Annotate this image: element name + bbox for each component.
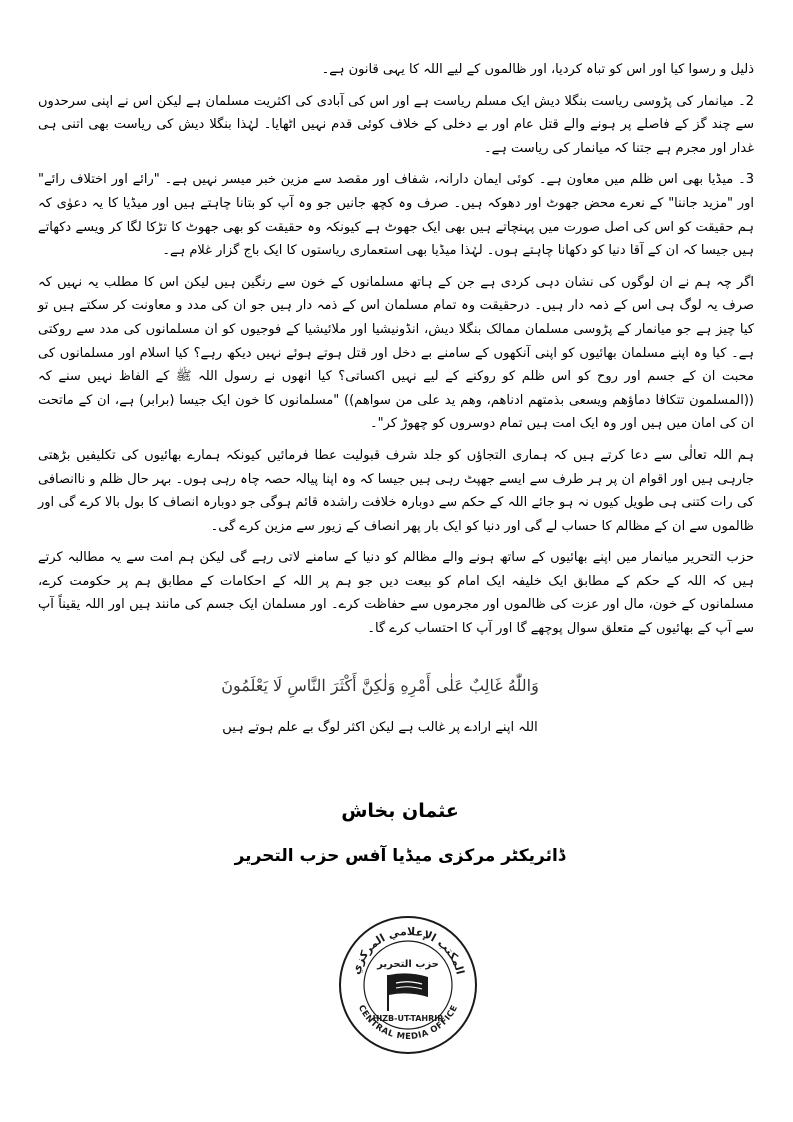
seal-arabic-center-text: حزب التحرير bbox=[377, 959, 439, 970]
press-release-body bbox=[38, 58, 754, 649]
seal-arabic-ring-text: المكتب الإعلامي المركزي bbox=[349, 924, 467, 976]
paragraph-point-3-media: 3۔ میڈیا بھی اس ظلم میں معاون ہے۔ کوئی ایمان دارانہ، شفاف اور مقصد سے مزین خبر میسر نہیں ہے۔ "رائے اور اختلاف رائے" اور "مزید جاننا" کے نعرے محض جھوٹ اور دھوکہ ہیں۔ صرف وہ کچھ جانیں جو وہ آپ کو بتانا چاہتے ہیں اور میڈیا کا یہ دعوٰی کہ ہم حقیقت کو اس کی اصل صورت میں پہنچاتے ہیں بھی ایک جھوٹ ہے کیونکہ وہ حقیقت کو بھی جھوٹ کا تڑکا لگا کر ویسے دکھاتے ہیں جیسا کہ ان کے آقا دنیا کو دکھانا چاہتے ہوں۔ لہٰذا میڈیا بھی استعماری ریاستوں کا ایک باج گزار غلام ہے۔ bbox=[38, 172, 754, 259]
quran-verse: وَاللّٰهُ غَالِبٌ عَلٰى أَمْرِهِ وَلٰكِنَّ أَكْثَرَ النَّاسِ لَا يَعْلَمُونَ bbox=[221, 676, 539, 695]
paragraph-point-2-bangladesh: 2۔ میانمار کی پڑوسی ریاست بنگلا دیش ایک مسلم ریاست ہے اور اس کی آبادی کی اکثریت مسلمان ہے لیکن اس نے اپنی سرحدوں سے چند گز کے فاصلے پر ہونے والے قتل عام اور بے دخلی کے خلاف کوئی قدم نہیں اٹھایا۔ لہٰذا بنگلا دیش کی ریاست بھی اتنی ہی غدار اور مجرم ہے جتنا کہ میانمار کی ریاست ہے۔ bbox=[38, 93, 754, 156]
seal-graphic bbox=[338, 915, 478, 1055]
verse-translation: اللہ اپنے ارادے پر غالب ہے لیکن اکثر لوگ بے علم ہوتے ہیں bbox=[222, 720, 538, 735]
paragraph-intro-conclusion: ذلیل و رسوا کیا اور اس کو تباہ کردیا، اور ظالموں کے لیے اللہ کا یہی قانون ہے۔ bbox=[321, 62, 754, 77]
signatory-name: عثمان بخاش bbox=[341, 800, 459, 822]
paragraph-responsibility: اگر چہ ہم نے ان لوگوں کی نشان دہی کردی ہے جن کے ہاتھ مسلمانوں کے خون سے رنگین ہیں لیکن اس کا مطلب یہ نہیں کہ صرف یہ لوگ ہی اس کے ذمہ دار ہیں۔ درحقیقت وہ تمام مسلمان اس کے ذمہ دار ہیں جو ان کی مدد و معاونت کر سکتے ہیں تو کیا چیز ہے جو میانمار کے پڑوسی مسلمان ممالک بنگلا دیش، انڈونیشیا اور ملائیشیا کے فوجیوں کو ان مسلمانوں کی مدد سے روکتی ہے۔ کیا وہ اپنے مسلمان بھائیوں کو اپنی آنکھوں کے سامنے بے دخل اور قتل ہوتے ہوئے نہیں دیکھ رہے؟ کیا اسلام اور مسلمانوں کی محبت ان کے جسم اور روح کو اس ظلم کو روکنے کے لیے نہیں اکساتی؟ کیا انھوں نے رسول اللہ ﷺ کے الفاظ نہیں سنے کہ ((المسلمون تتکافا دماؤھم ویسعی بذمتھم ادناھم، وھم ید علی من سواھم)) "مسلمانوں کا خون ایک جیسا (برابر) ہے، ان کے ماتحت ان کی امان میں ہیں اور وہ ایک امت ہیں تمام دوسروں کو چھوڑ کر"۔ bbox=[38, 274, 754, 432]
seal-english-name: HIZB-UT-TAHRIR bbox=[372, 1014, 444, 1023]
signatory-title: ڈائریکٹر مرکزی میڈیا آفس حزب التحریر bbox=[234, 846, 566, 866]
paragraph-dua: ہم اللہ تعالٰی سے دعا کرتے ہیں کہ ہماری التجاؤں کو جلد شرف قبولیت عطا فرمائیں کیونکہ ہمارے بھائیوں کی تکلیفیں بڑھتی جارہی ہیں اور اقوام ان پر ہر طرف سے ایسے جھپٹ رہی ہیں جیسا کہ وہ اپنا پیالہ حصہ چاہ رہی ہوں۔ بہر حال ظلم و ناانصافی کی رات کتنی ہی طویل کیوں نہ ہو جائے اللہ کے حکم سے دوبارہ خلافت راشدہ قائم ہوگی جو دوبارہ انصاف کا بول بالا کرے گی اور ظالموں سے ان کے مظالم کا حساب لے گی اور دنیا کو ایک بار پھر انصاف کے زیور سے مزین کرے گی۔ bbox=[38, 447, 754, 534]
black-banner-flag-icon bbox=[388, 973, 428, 1011]
central-media-office-seal bbox=[338, 915, 478, 1055]
paragraph-demand: حزب التحریر میانمار میں اپنے بھائیوں کے ساتھ ہونے والے مظالم کو دنیا کے سامنے لاتی رہے گی لیکن ہم امت سے یہ مطالبہ کرتے ہیں کہ اللہ کے حکم کے مطابق ایک خلیفہ ایک امام کو بیعت دیں جو ہم پر اللہ کے احکامات کے مطابق ہم پر حکومت کرے، مسلمانوں کے خون، مال اور عزت کی ظالموں اور مجرموں سے حفاظت کرے۔ اور مسلمان ایک جسم کی مانند ہیں اور اللہ یقیناً آپ سے آپ کے بھائیوں کے متعلق سوال پوچھے گا اور آپ کا احتساب کرے گا۔ bbox=[38, 550, 754, 637]
seal-english-ring-text: CENTRAL MEDIA OFFICE bbox=[355, 1003, 461, 1043]
